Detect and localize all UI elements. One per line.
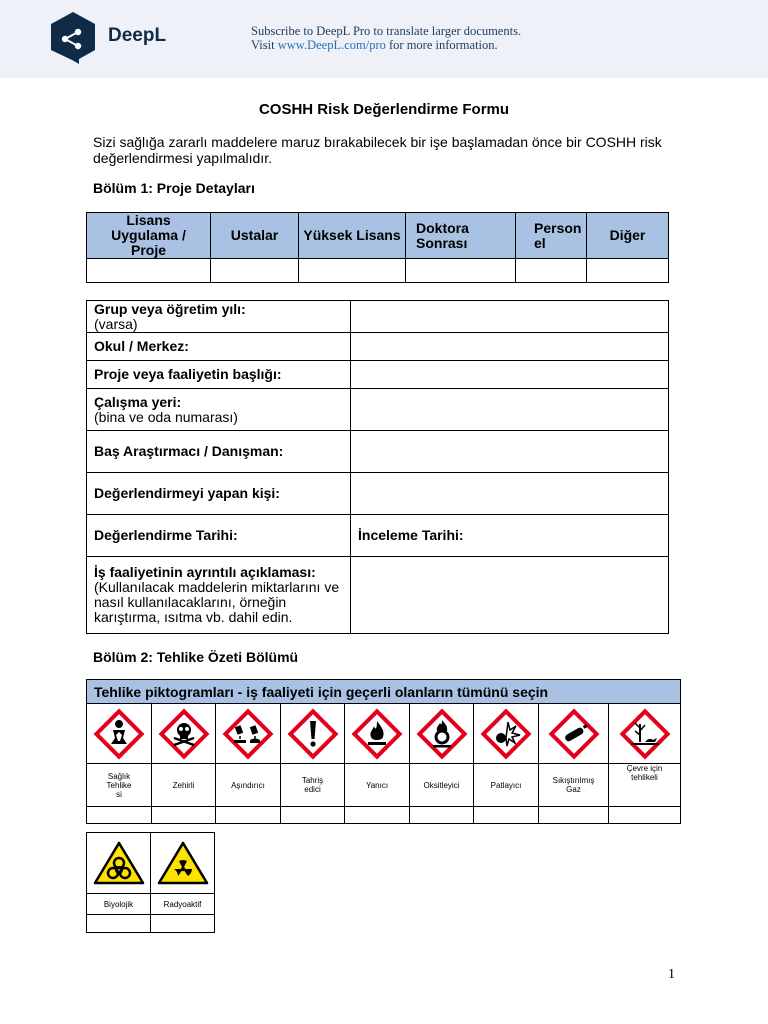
category-header-row: [87, 213, 669, 259]
details-row: [87, 515, 669, 557]
pi-field[interactable]: [351, 431, 669, 473]
hazard-select-cell[interactable]: [87, 915, 151, 933]
school-label: Okul / Merkez:: [94, 338, 189, 354]
category-postdoc: Doktora Sonrası: [406, 213, 516, 259]
category-select-cell[interactable]: [299, 259, 406, 283]
pictogram-label: Sağlık Tehlike si: [87, 764, 152, 807]
category-select-cell[interactable]: [406, 259, 516, 283]
extra-select-row: [87, 915, 215, 933]
details-row: [87, 431, 669, 473]
deepl-banner: [0, 0, 768, 78]
pictogram-label: Radyoaktif: [151, 894, 215, 915]
hazard-label-row: [87, 764, 681, 807]
page-number: 1: [668, 967, 675, 982]
group-label: Grup veya öğretim yılı:: [94, 300, 246, 317]
details-row: [87, 473, 669, 515]
hazard-select-cell[interactable]: [609, 807, 681, 824]
description-note: (Kullanılacak maddelerin miktarlarını ve nasıl kullanılacaklarını, örneğin karıştırma, ısıtma vb. dahil edin.: [94, 579, 340, 625]
pictogram-cell: [281, 704, 345, 764]
location-label-cell: [87, 389, 351, 431]
extra-icon-row: [87, 833, 215, 894]
biohazard-icon: [93, 840, 145, 886]
hazard-header: Tehlike piktogramları - iş faaliyeti için geçerli olanların tümünü seçin: [87, 680, 681, 704]
project-title-label: Proje veya faaliyetin başlığı:: [94, 366, 282, 382]
radioactive-icon: [157, 840, 209, 886]
details-row: [87, 389, 669, 431]
group-label-cell: [87, 301, 351, 333]
hazard-select-cell[interactable]: [87, 807, 152, 824]
pictogram-cell: [539, 704, 609, 764]
category-other: Diğer: [587, 213, 669, 259]
hazard-select-cell[interactable]: [152, 807, 216, 824]
gas-cylinder-icon: [548, 708, 600, 760]
pictogram-label: Oksitleyici: [410, 764, 474, 807]
pictogram-cell: [216, 704, 281, 764]
pictogram-cell: [151, 833, 215, 894]
pictogram-cell: [474, 704, 539, 764]
category-undergrad: Lisans Uygulama / Proje: [87, 213, 211, 259]
assessor-label-cell: [87, 473, 351, 515]
corrosive-icon: [222, 708, 274, 760]
pictogram-cell: [152, 704, 216, 764]
category-staff: Person el: [516, 213, 587, 259]
pictogram-cell: [609, 704, 681, 764]
flame-icon: [351, 708, 403, 760]
hazard-icon-row: [87, 704, 681, 764]
category-postgrad: Yüksek Lisans: [299, 213, 406, 259]
pictogram-label: Yanıcı: [345, 764, 410, 807]
category-select-cell[interactable]: [87, 259, 211, 283]
section-1-heading: Bölüm 1: Proje Detayları: [93, 180, 255, 196]
pictogram-label: Zehirli: [152, 764, 216, 807]
category-select-cell[interactable]: [516, 259, 587, 283]
assessor-label: Değerlendirmeyi yapan kişi:: [94, 485, 280, 501]
extra-hazard-table: [86, 832, 215, 933]
promo-text: [251, 24, 521, 52]
pictogram-label: Aşındırıcı: [216, 764, 281, 807]
deepl-pro-link[interactable]: www.DeepL.com/pro: [277, 38, 386, 52]
skull-crossbones-icon: [158, 708, 210, 760]
page-title: COSHH Risk Değerlendirme Formu: [258, 101, 510, 118]
project-title-field[interactable]: [351, 361, 669, 389]
pictogram-cell: [87, 833, 151, 894]
health-hazard-icon: [93, 708, 145, 760]
hazard-header-row: [87, 680, 681, 704]
details-row: [87, 301, 669, 333]
flame-over-circle-icon: [416, 708, 468, 760]
description-field[interactable]: [351, 557, 669, 634]
section-2-heading: Bölüm 2: Tehlike Özeti Bölümü: [93, 649, 299, 665]
pi-label: Baş Araştırmacı / Danışman:: [94, 443, 284, 459]
promo-rest-text: for more information.: [385, 38, 498, 52]
hazard-select-cell[interactable]: [474, 807, 539, 824]
pictogram-cell: [345, 704, 410, 764]
description-label: İş faaliyetinin ayrıntılı açıklaması:: [94, 564, 316, 580]
category-select-cell[interactable]: [587, 259, 669, 283]
promo-line-1: Subscribe to DeepL Pro to translate larger documents.: [251, 24, 522, 38]
deepl-logo-icon: [48, 11, 98, 65]
pictogram-label: Çevre için tehlikeli: [609, 764, 681, 807]
exploding-bomb-icon: [480, 708, 532, 760]
intro-text: Sizi sağlığa zararlı maddelere maruz bırakabilecek bir işe başlamadan önce bir COSHH risk değerlendirmesi yapılmalıdır.: [93, 134, 662, 166]
hazard-select-cell[interactable]: [281, 807, 345, 824]
environment-icon: [617, 706, 673, 762]
promo-line-2: [251, 38, 521, 52]
location-label: Çalışma yeri:: [94, 393, 182, 410]
hazard-select-row: [87, 807, 681, 824]
hazard-select-cell[interactable]: [539, 807, 609, 824]
extra-label-row: [87, 894, 215, 915]
pictogram-label: Biyolojik: [87, 894, 151, 915]
location-field[interactable]: [351, 389, 669, 431]
deepl-logo-text: DeepL: [108, 25, 167, 46]
project-title-label-cell: [87, 361, 351, 389]
category-masters: Ustalar: [211, 213, 299, 259]
category-select-cell[interactable]: [211, 259, 299, 283]
location-note: (bina ve oda numarası): [94, 408, 238, 425]
hazard-pictogram-table: [86, 679, 681, 824]
pictogram-label: Sıkıştırılmış Gaz: [539, 764, 609, 807]
pictogram-cell: [410, 704, 474, 764]
details-row: [87, 333, 669, 361]
pictogram-label: Patlayıcı: [474, 764, 539, 807]
school-label-cell: [87, 333, 351, 361]
assessment-date-label: Değerlendirme Tarihi:: [94, 527, 238, 543]
promo-visit-text: Visit: [251, 38, 278, 52]
review-date-cell[interactable]: [351, 515, 669, 557]
category-select-row: [87, 259, 669, 283]
hazard-select-cell[interactable]: [216, 807, 281, 824]
pi-label-cell: [87, 431, 351, 473]
assessor-field[interactable]: [351, 473, 669, 515]
hazard-select-cell[interactable]: [410, 807, 474, 824]
hazard-select-cell[interactable]: [345, 807, 410, 824]
review-date-label: İnceleme Tarihi:: [358, 527, 464, 543]
pictogram-label: Tahriş edici: [281, 764, 345, 807]
school-field[interactable]: [351, 333, 669, 361]
details-row: [87, 361, 669, 389]
details-row: [87, 557, 669, 634]
project-category-table: [86, 212, 669, 283]
group-field[interactable]: [351, 301, 669, 333]
project-details-table: [86, 300, 669, 634]
group-note: (varsa): [94, 315, 138, 332]
hazard-select-cell[interactable]: [151, 915, 215, 933]
description-label-cell: [87, 557, 351, 634]
exclamation-icon: [287, 708, 339, 760]
assessment-date-cell[interactable]: [87, 515, 351, 557]
pictogram-cell: [87, 704, 152, 764]
